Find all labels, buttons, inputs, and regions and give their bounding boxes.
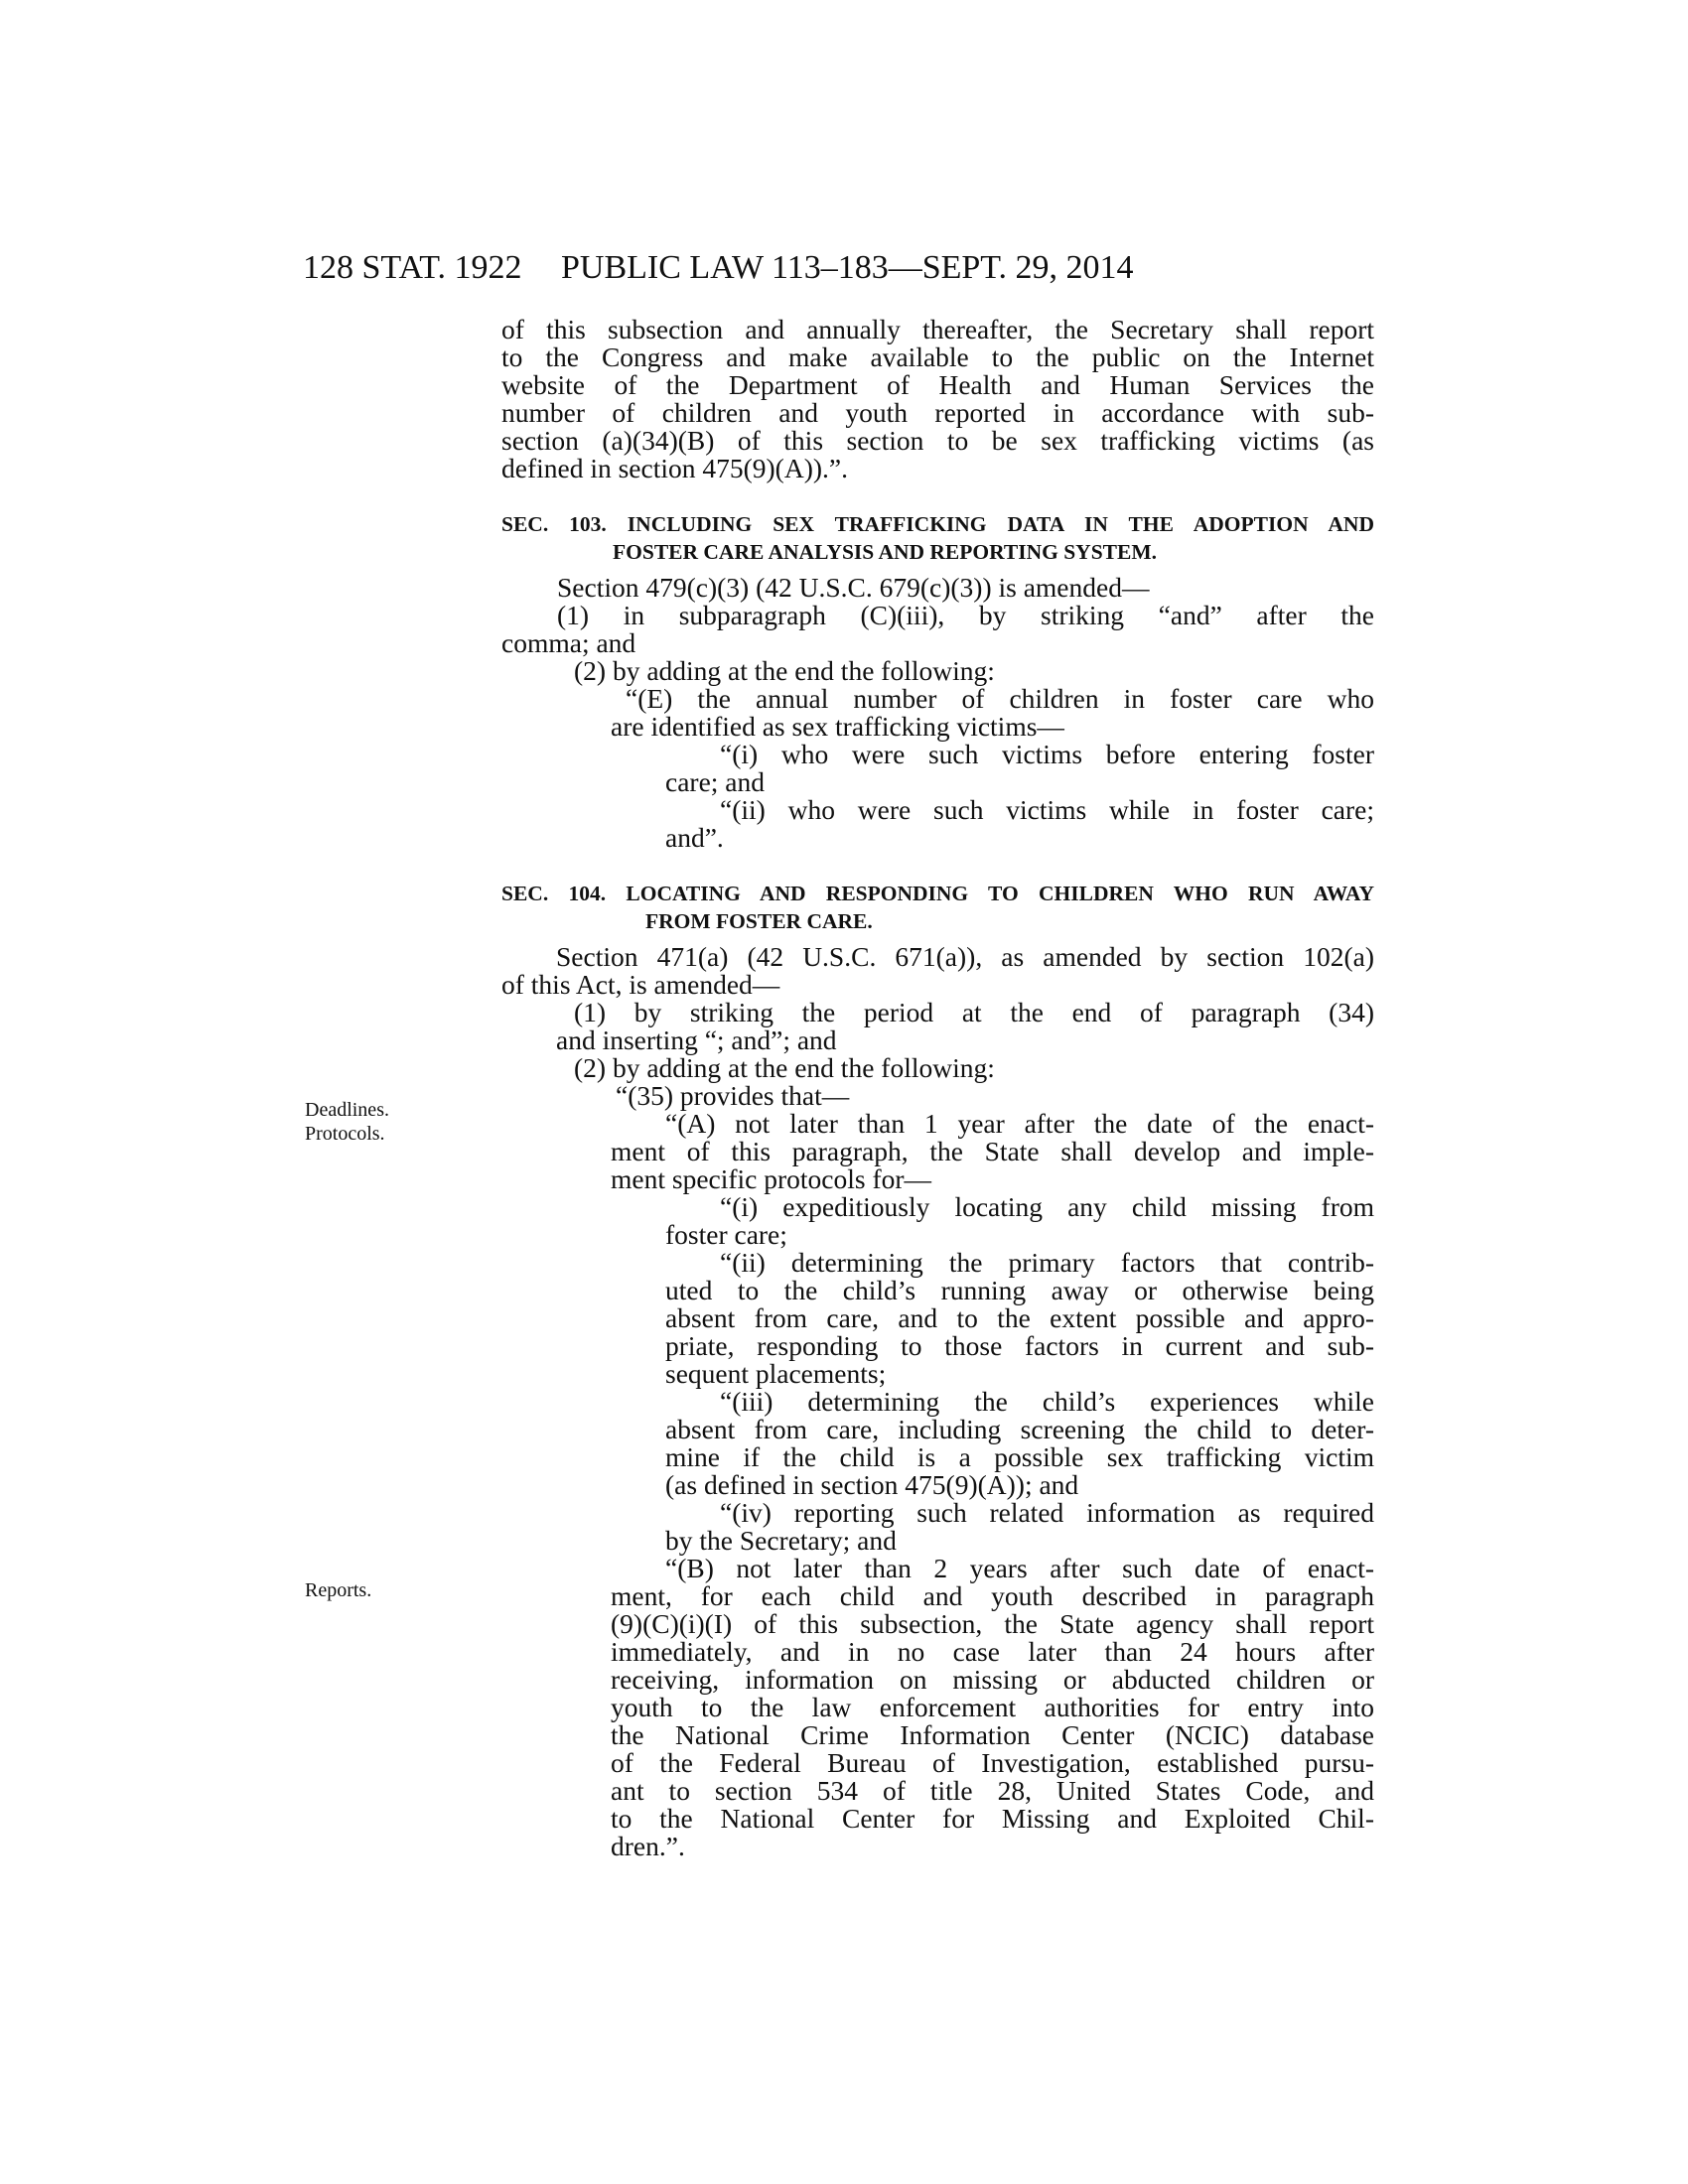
- margin-note-protocols: Protocols.: [305, 1123, 385, 1145]
- text-line: of this Act, is amended—: [501, 969, 780, 1000]
- text-line: section (a)(34)(B) of this section to be sex trafficking victims (as: [501, 425, 1374, 456]
- text-line: absent from care, and to the extent possible and appro-: [665, 1302, 1374, 1333]
- text-line: by the Secretary; and: [665, 1525, 897, 1556]
- text-line: ant to section 534 of title 28, United States Code, and: [611, 1775, 1374, 1806]
- text-line: “(i) who were such victims before entering foster: [720, 739, 1374, 769]
- text-line: to the National Center for Missing and Exploited Chil-: [611, 1803, 1374, 1834]
- text-line: (2) by adding at the end the following:: [574, 1052, 995, 1083]
- text-line: “(ii) who were such victims while in foster care;: [720, 794, 1374, 825]
- text-line: website of the Department of Health and Human Services the: [501, 369, 1374, 400]
- running-head: PUBLIC LAW 113–183—SEPT. 29, 2014: [561, 249, 1134, 286]
- text-line: immediately, and in no case later than 24 hours after: [611, 1636, 1374, 1667]
- text-line: of the Federal Bureau of Investigation, established pursu-: [611, 1747, 1374, 1778]
- page-citation: 128 STAT. 1922: [303, 249, 522, 286]
- text-line: uted to the child’s running away or otherwise being: [665, 1275, 1374, 1305]
- text-line: receiving, information on missing or abducted children or: [611, 1664, 1374, 1695]
- text-line: “(A) not later than 1 year after the date of the enact-: [665, 1108, 1374, 1139]
- text-line: priate, responding to those factors in current and sub-: [665, 1330, 1374, 1361]
- text-line: Section 479(c)(3) (42 U.S.C. 679(c)(3)) is amended—: [557, 572, 1150, 603]
- text-line: foster care;: [665, 1219, 787, 1250]
- margin-note-deadlines: Deadlines.: [305, 1099, 389, 1121]
- text-line: Section 471(a) (42 U.S.C. 671(a)), as amended by section 102(a): [556, 941, 1374, 972]
- text-line: ment of this paragraph, the State shall develop and imple-: [611, 1136, 1374, 1166]
- text-line: ment, for each child and youth described in paragraph: [611, 1580, 1374, 1611]
- text-line: “(iv) reporting such related information as required: [720, 1497, 1374, 1528]
- section-heading-line: SEC. 104. LOCATING AND RESPONDING TO CHILDREN WHO RUN AWAY: [501, 882, 1374, 905]
- text-line: (9)(C)(i)(I) of this subsection, the State agency shall report: [611, 1608, 1374, 1639]
- text-line: number of children and youth reported in accordance with sub-: [501, 397, 1374, 428]
- text-line: the National Crime Information Center (NCIC) database: [611, 1719, 1374, 1750]
- margin-note-reports: Reports.: [305, 1579, 372, 1601]
- section-heading-line: FOSTER CARE ANALYSIS AND REPORTING SYSTEM.: [613, 540, 1158, 564]
- text-line: “(E) the annual number of children in foster care who: [626, 683, 1374, 714]
- text-line: “(i) expeditiously locating any child missing from: [720, 1191, 1374, 1222]
- text-line: “(35) provides that—: [616, 1080, 850, 1111]
- text-line: (2) by adding at the end the following:: [574, 655, 995, 686]
- section-heading-line: FROM FOSTER CARE.: [645, 909, 873, 933]
- text-line: of this subsection and annually thereafter, the Secretary shall report: [501, 314, 1374, 344]
- text-line: absent from care, including screening the child to deter-: [665, 1414, 1374, 1444]
- text-line: (1) by striking the period at the end of paragraph (34): [574, 997, 1374, 1027]
- section-heading-line: SEC. 103. INCLUDING SEX TRAFFICKING DATA IN THE ADOPTION AND: [501, 512, 1374, 536]
- text-line: and inserting “; and”; and: [556, 1024, 837, 1055]
- text-line: “(iii) determining the child’s experiences while: [720, 1386, 1374, 1417]
- text-line: sequent placements;: [665, 1358, 887, 1389]
- text-line: to the Congress and make available to the public on the Internet: [501, 341, 1374, 372]
- text-line: ment specific protocols for—: [611, 1163, 932, 1194]
- text-line: care; and: [665, 766, 765, 797]
- text-line: are identified as sex trafficking victims—: [611, 711, 1064, 742]
- text-line: “(B) not later than 2 years after such date of enact-: [665, 1553, 1374, 1583]
- text-line: (1) in subparagraph (C)(iii), by striking “and” after the: [557, 600, 1374, 630]
- text-line: defined in section 475(9)(A)).”.: [501, 453, 848, 483]
- text-line: mine if the child is a possible sex trafficking victim: [665, 1441, 1374, 1472]
- text-line: “(ii) determining the primary factors that contrib-: [720, 1247, 1374, 1278]
- text-line: dren.”.: [611, 1831, 685, 1861]
- text-line: (as defined in section 475(9)(A)); and: [665, 1469, 1079, 1500]
- text-line: and”.: [665, 822, 724, 853]
- text-line: comma; and: [501, 627, 636, 658]
- text-line: youth to the law enforcement authorities for entry into: [611, 1692, 1374, 1722]
